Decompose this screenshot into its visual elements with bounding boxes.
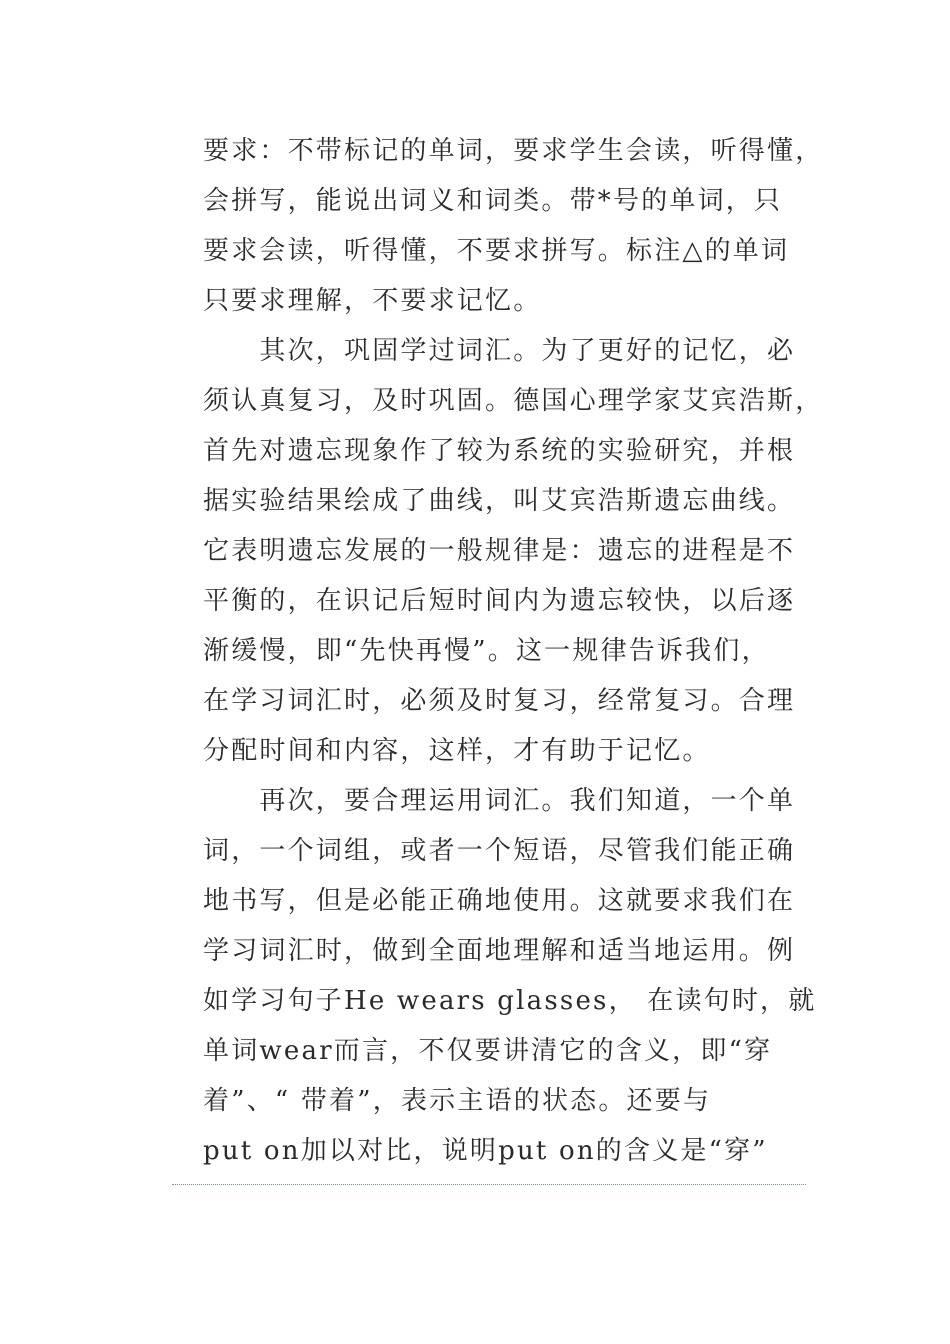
text-line: 须认真复习，及时巩固。德国心理学家艾宾浩斯， (203, 386, 824, 416)
text-line: 再次，要合理运用词汇。我们知道，一个单 (203, 786, 796, 816)
text-line: 地书写，但是必能正确地使用。这就要求我们在 (203, 886, 796, 916)
footer-divider (172, 1184, 806, 1185)
text-line: 词，一个词组，或者一个短语，尽管我们能正确 (203, 836, 796, 866)
text-line: 只要求理解，不要求记忆。 (203, 286, 542, 316)
text-line: 如学习句子He wears glasses， 在读句时，就 (203, 986, 817, 1016)
text-line: 会拼写，能说出词义和词类。带*号的单词，只 (203, 186, 783, 216)
text-line: 平衡的，在识记后短时间内为遗忘较快，以后逐 (203, 586, 796, 616)
text-line: 据实验结果绘成了曲线，叫艾宾浩斯遗忘曲线。 (203, 486, 796, 516)
text-line: 学习词汇时，做到全面地理解和适当地运用。例 (203, 936, 796, 966)
text-line: 分配时间和内容，这样，才有助于记忆。 (203, 736, 711, 766)
text-line: put on加以对比，说明put on的含义是“穿” (203, 1136, 768, 1166)
text-line: 渐缓慢，即“先快再慢”。这一规律告诉我们， (203, 636, 770, 666)
text-line: 首先对遗忘现象作了较为系统的实验研究，并根 (203, 436, 796, 466)
text-line: 要求：不带标记的单词，要求学生会读，听得懂， (203, 136, 824, 166)
text-line: 其次，巩固学过词汇。为了更好的记忆，必 (203, 336, 796, 366)
text-line: 着”、“ 带着”，表示主语的状态。还要与 (203, 1086, 712, 1116)
text-line: 它表明遗忘发展的一般规律是：遗忘的进程是不 (203, 536, 796, 566)
text-line: 单词wear而言，不仅要讲清它的含义，即“穿 (203, 1036, 773, 1066)
text-line: 在学习词汇时，必须及时复习，经常复习。合理 (203, 686, 796, 716)
text-line: 要求会读，听得懂，不要求拼写。标注△的单词 (203, 236, 790, 266)
